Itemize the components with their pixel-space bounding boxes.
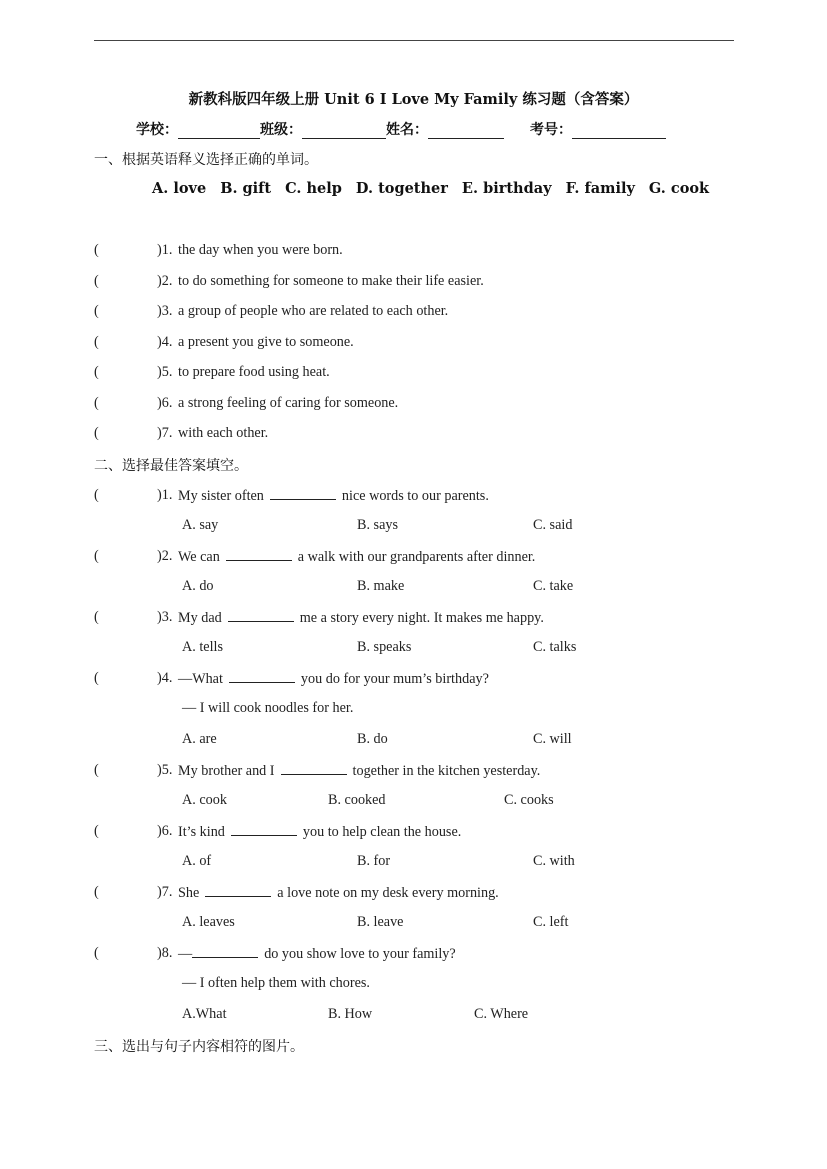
- option-c: C. take: [533, 578, 574, 594]
- option-b: B. cooked: [328, 792, 386, 808]
- word-option: G. cook: [648, 180, 710, 197]
- dialogue-answer: — I will cook noodles for her.: [182, 700, 354, 716]
- school-blank[interactable]: [178, 124, 260, 139]
- answer-blank[interactable]: [229, 670, 295, 683]
- section3-heading: 三、选出与句子内容相符的图片。: [94, 1039, 304, 1055]
- option-a: A. of: [182, 853, 212, 869]
- section1-heading: 一、根据英语释义选择正确的单词。: [94, 152, 318, 168]
- answer-blank[interactable]: [205, 884, 271, 897]
- option-c: C. said: [533, 517, 573, 533]
- student-info-row: [136, 119, 666, 139]
- word-option: B. gift: [220, 180, 272, 197]
- exam-no-blank[interactable]: [572, 124, 666, 139]
- name-label: 姓名：: [386, 122, 428, 138]
- option-b: B. says: [357, 517, 398, 533]
- option-c: C. left: [533, 914, 569, 930]
- option-b: B. leave: [357, 914, 404, 930]
- word-option: D. together: [355, 180, 448, 197]
- answer-blank[interactable]: [192, 945, 258, 958]
- option-c: C. will: [533, 731, 572, 747]
- option-b: B. make: [357, 578, 405, 594]
- answer-blank[interactable]: [281, 762, 347, 775]
- option-b: B. for: [357, 853, 391, 869]
- option-a: A. cook: [182, 792, 227, 808]
- option-a: A.What: [182, 1006, 227, 1022]
- option-b: B. speaks: [357, 639, 412, 655]
- option-a: A. say: [182, 517, 219, 533]
- option-c: C. Where: [474, 1006, 529, 1022]
- section2-heading: 二、选择最佳答案填空。: [94, 458, 248, 474]
- option-a: A. tells: [182, 639, 223, 655]
- option-a: A. do: [182, 578, 214, 594]
- exam-no-label: 考号：: [530, 122, 572, 138]
- word-option: C. help: [285, 180, 342, 197]
- option-a: A. are: [182, 731, 217, 747]
- option-b: B. do: [357, 731, 388, 747]
- answer-blank[interactable]: [270, 487, 336, 500]
- option-a: A. leaves: [182, 914, 235, 930]
- page-title: 新教科版四年级上册 Unit 6 I Love My Family 练习题（含答案）: [188, 91, 639, 108]
- word-option: F. family: [565, 180, 635, 197]
- option-b: B. How: [328, 1006, 373, 1022]
- class-label: 班级：: [260, 122, 302, 138]
- school-label: 学校：: [136, 122, 178, 138]
- answer-blank[interactable]: [228, 609, 294, 622]
- word-bank: [152, 180, 723, 197]
- option-c: C. with: [533, 853, 575, 869]
- dialogue-answer: — I often help them with chores.: [182, 975, 370, 991]
- option-c: C. cooks: [504, 792, 554, 808]
- answer-blank[interactable]: [231, 823, 297, 836]
- word-option: E. birthday: [461, 180, 552, 197]
- class-blank[interactable]: [302, 124, 386, 139]
- word-option: A. love: [152, 180, 207, 197]
- top-rule: [94, 40, 734, 41]
- option-c: C. talks: [533, 639, 577, 655]
- name-blank[interactable]: [428, 124, 504, 139]
- answer-blank[interactable]: [226, 548, 292, 561]
